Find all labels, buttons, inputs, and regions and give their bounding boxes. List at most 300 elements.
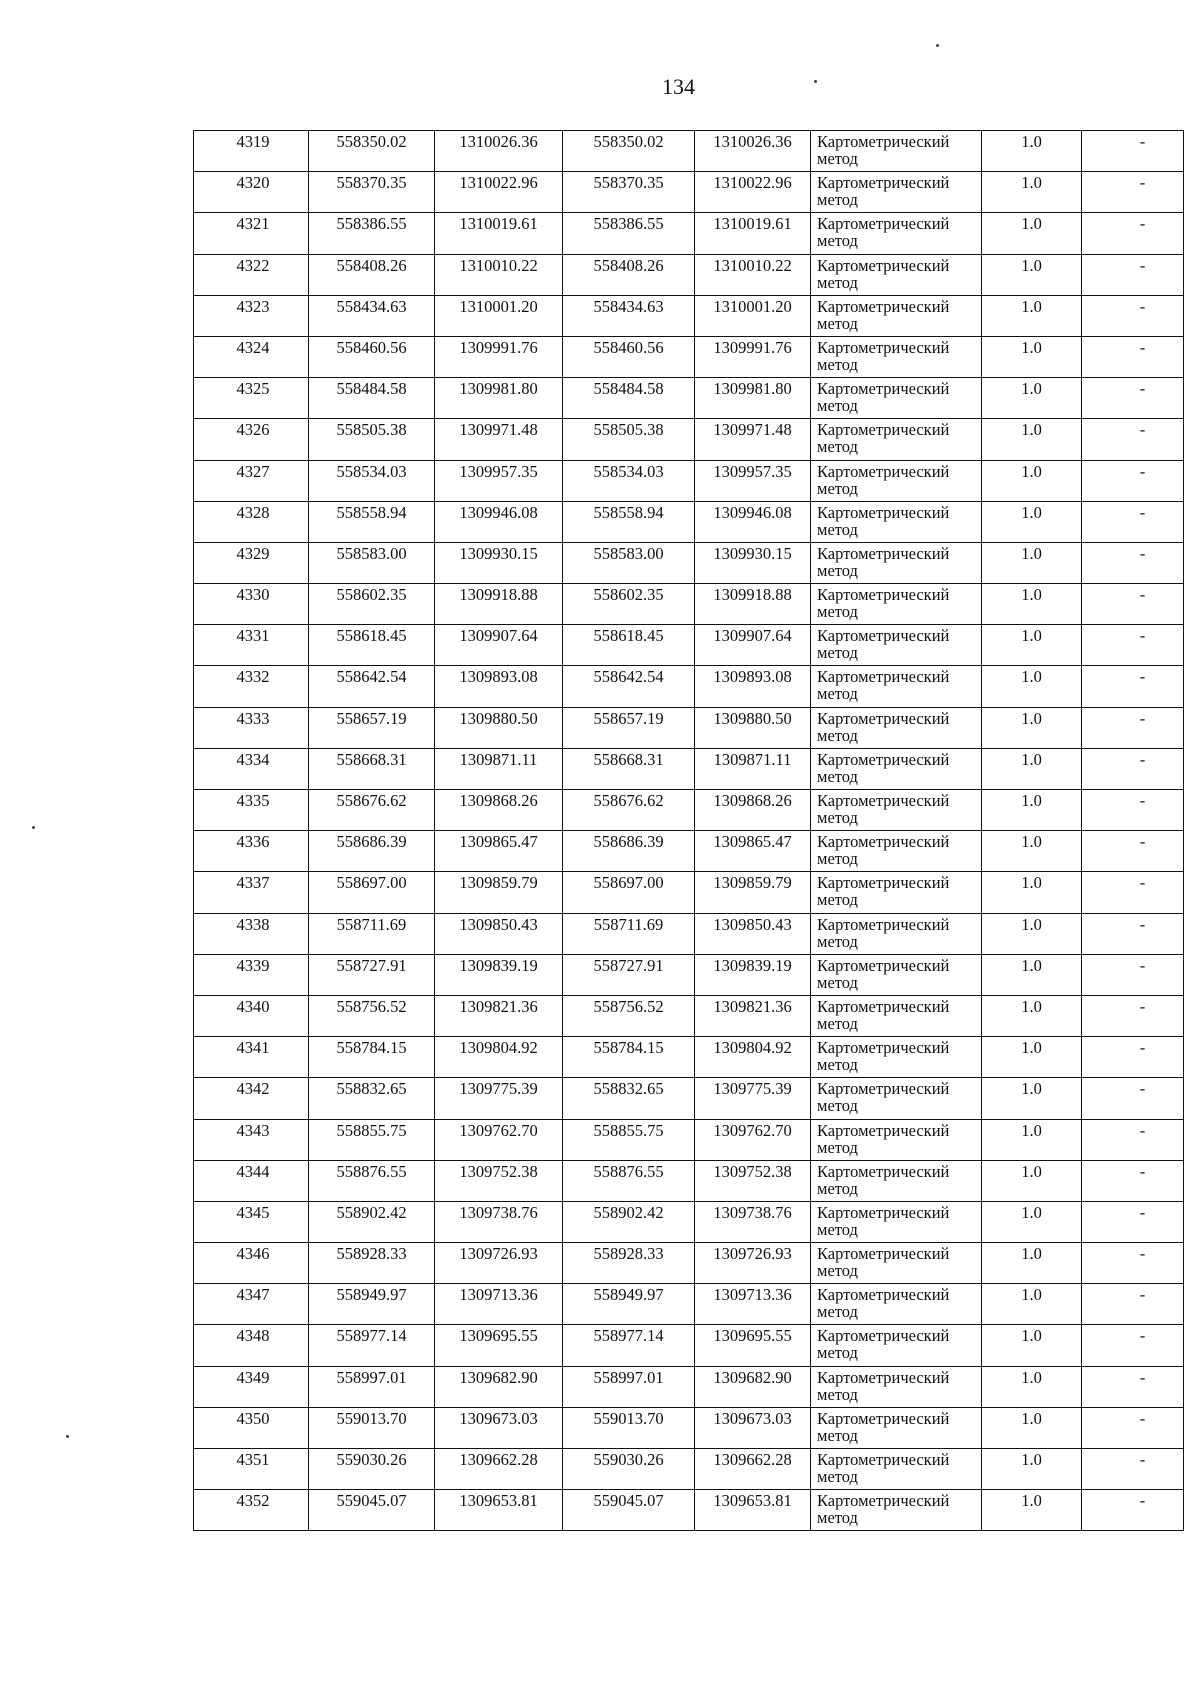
table-row [194,748,1184,789]
accuracy-text: 1.0 [1021,1285,1042,1305]
x-coordinate-cell [563,831,695,872]
x-coordinate-cell [563,1201,695,1242]
method-cell [811,584,982,625]
note-cell [1082,542,1184,583]
point-number-cell [194,584,309,625]
note-cell [1082,254,1184,295]
y-coordinate-cell [435,1037,563,1078]
method-line-2: метод [817,1261,858,1281]
method-line-1: Картометрический [817,173,950,193]
x-coordinate-cell [309,995,435,1036]
method-line-2: метод [817,272,858,292]
y-coordinate-cell [695,254,811,295]
table-row [194,584,1184,625]
x-coordinate-text: 558928.33 [593,1244,664,1264]
y-coordinate-cell [435,172,563,213]
y-coordinate-text: 1309752.38 [713,1161,792,1181]
accuracy-cell [982,666,1082,707]
accuracy-cell [982,1037,1082,1078]
table-row [194,995,1184,1036]
note-text: - [1139,585,1146,605]
table-row [194,1284,1184,1325]
x-coordinate-text: 558460.56 [336,337,407,357]
accuracy-cell [982,1407,1082,1448]
x-coordinate-cell [563,501,695,542]
y-coordinate-text: 1309850.43 [713,914,792,934]
point-number-text: 4333 [236,708,270,728]
y-coordinate-text: 1309871.11 [713,749,792,769]
method-cell [811,1449,982,1490]
y-coordinate-cell [695,419,811,460]
y-coordinate-text: 1309762.70 [713,1120,792,1140]
x-coordinate-text: 558784.15 [336,1038,407,1058]
x-coordinate-text: 558434.63 [593,296,664,316]
x-coordinate-cell [309,295,435,336]
point-number-cell [194,1284,309,1325]
y-coordinate-text: 1309930.15 [459,543,538,563]
x-coordinate-text: 558534.03 [336,461,407,481]
accuracy-text: 1.0 [1021,255,1042,275]
method-line-2: метод [817,766,858,786]
x-coordinate-cell [309,1284,435,1325]
x-coordinate-text: 558876.55 [336,1161,407,1181]
y-coordinate-cell [695,336,811,377]
method-line-1: Картометрический [817,1202,950,1222]
accuracy-text: 1.0 [1021,1450,1042,1469]
method-line-2: метод [817,849,858,869]
method-cell [811,1366,982,1407]
point-number-cell [194,1449,309,1490]
note-text: - [1139,132,1146,151]
x-coordinate-text: 558668.31 [593,749,664,769]
y-coordinate-text: 1309673.03 [459,1408,538,1428]
x-coordinate-cell [563,1366,695,1407]
x-coordinate-text: 558534.03 [593,461,664,481]
point-number-text: 4335 [236,791,270,810]
y-coordinate-text: 1309752.38 [459,1161,538,1181]
y-coordinate-cell [695,1449,811,1490]
x-coordinate-text: 558657.19 [336,708,407,728]
method-line-2: метод [817,1055,858,1075]
y-coordinate-cell [695,1078,811,1119]
y-coordinate-cell [435,419,563,460]
table-row [194,1407,1184,1448]
y-coordinate-cell [435,1201,563,1242]
note-text: - [1139,173,1146,193]
y-coordinate-cell [435,295,563,336]
method-line-2: метод [817,1343,858,1363]
accuracy-text: 1.0 [1021,1161,1042,1181]
accuracy-cell [982,336,1082,377]
accuracy-cell [982,1119,1082,1160]
note-cell [1082,1078,1184,1119]
y-coordinate-text: 1309991.76 [713,337,792,357]
y-coordinate-text: 1309662.28 [459,1450,538,1469]
x-coordinate-text: 558855.75 [593,1120,664,1140]
y-coordinate-text: 1309713.36 [713,1285,792,1305]
note-text: - [1139,1450,1146,1469]
x-coordinate-cell [563,707,695,748]
point-number-cell [194,1366,309,1407]
accuracy-text: 1.0 [1021,996,1042,1016]
accuracy-text: 1.0 [1021,1079,1042,1099]
point-number-cell [194,336,309,377]
table-row [194,336,1184,377]
point-number-cell [194,1490,309,1531]
x-coordinate-cell [309,666,435,707]
x-coordinate-cell [563,336,695,377]
note-text: - [1139,1367,1146,1387]
method-cell [811,501,982,542]
accuracy-cell [982,378,1082,419]
table-row [194,1243,1184,1284]
point-number-cell [194,666,309,707]
accuracy-cell [982,1366,1082,1407]
x-coordinate-text: 558642.54 [336,667,407,687]
point-number-text: 4324 [236,337,270,357]
table-row [194,501,1184,542]
method-line-2: метод [817,190,858,210]
y-coordinate-text: 1309653.81 [713,1491,792,1511]
accuracy-text: 1.0 [1021,173,1042,193]
note-text: - [1139,214,1146,234]
method-cell [811,748,982,789]
y-coordinate-text: 1309907.64 [459,626,538,646]
y-coordinate-text: 1309865.47 [713,832,792,852]
table-row [194,790,1184,831]
method-line-1: Картометрический [817,873,950,893]
point-number-text: 4331 [236,626,270,646]
table-row [194,1201,1184,1242]
y-coordinate-cell [435,625,563,666]
note-cell [1082,460,1184,501]
point-number-text: 4350 [236,1408,270,1428]
x-coordinate-text: 558408.26 [336,255,407,275]
y-coordinate-text: 1309804.92 [459,1038,538,1058]
accuracy-cell [982,501,1082,542]
x-coordinate-cell [309,213,435,254]
y-coordinate-cell [695,584,811,625]
accuracy-text: 1.0 [1021,1408,1042,1428]
x-coordinate-text: 558997.01 [336,1367,407,1387]
point-number-text: 4348 [236,1326,270,1346]
method-cell [811,625,982,666]
note-text: - [1139,832,1146,852]
y-coordinate-cell [435,748,563,789]
table-row [194,1160,1184,1201]
note-cell [1082,1201,1184,1242]
y-coordinate-cell [695,501,811,542]
y-coordinate-text: 1309695.55 [713,1326,792,1346]
point-number-cell [194,1037,309,1078]
x-coordinate-cell [309,625,435,666]
note-cell [1082,1119,1184,1160]
method-cell [811,419,982,460]
y-coordinate-cell [435,913,563,954]
accuracy-cell [982,254,1082,295]
y-coordinate-cell [695,707,811,748]
accuracy-text: 1.0 [1021,749,1042,769]
x-coordinate-cell [563,1243,695,1284]
x-coordinate-text: 559030.26 [593,1450,664,1469]
accuracy-cell [982,1243,1082,1284]
note-text: - [1139,1079,1146,1099]
accuracy-cell [982,831,1082,872]
x-coordinate-cell [563,419,695,460]
coordinates-table [193,130,1184,1531]
x-coordinate-text: 558902.42 [336,1202,407,1222]
x-coordinate-text: 558784.15 [593,1038,664,1058]
y-coordinate-cell [435,542,563,583]
point-number-text: 4349 [236,1367,270,1387]
y-coordinate-cell [435,666,563,707]
point-number-text: 4328 [236,502,270,522]
note-cell [1082,666,1184,707]
x-coordinate-text: 558350.02 [336,132,407,151]
x-coordinate-cell [309,748,435,789]
method-line-1: Картометрический [817,420,950,440]
method-line-2: метод [817,643,858,663]
point-number-cell [194,1243,309,1284]
accuracy-cell [982,954,1082,995]
accuracy-cell [982,1078,1082,1119]
note-cell [1082,378,1184,419]
y-coordinate-text: 1309946.08 [713,502,792,522]
y-coordinate-text: 1309695.55 [459,1326,538,1346]
x-coordinate-cell [309,831,435,872]
method-line-1: Картометрический [817,1161,950,1181]
note-text: - [1139,1326,1146,1346]
y-coordinate-cell [695,1366,811,1407]
note-cell [1082,790,1184,831]
x-coordinate-cell [309,1325,435,1366]
y-coordinate-cell [435,707,563,748]
method-cell [811,131,982,172]
page-number: 134 [662,74,695,99]
note-cell [1082,1037,1184,1078]
x-coordinate-cell [309,1449,435,1490]
point-number-text: 4339 [236,955,270,975]
x-coordinate-cell [563,748,695,789]
y-coordinate-text: 1309738.76 [459,1202,538,1222]
point-number-cell [194,1201,309,1242]
accuracy-text: 1.0 [1021,461,1042,481]
method-cell [811,542,982,583]
y-coordinate-cell [435,460,563,501]
x-coordinate-cell [309,172,435,213]
method-line-2: метод [817,972,858,992]
x-coordinate-cell [309,378,435,419]
y-coordinate-cell [435,1325,563,1366]
note-cell [1082,625,1184,666]
note-text: - [1139,337,1146,357]
y-coordinate-text: 1309971.48 [459,420,538,440]
x-coordinate-text: 558686.39 [336,832,407,852]
x-coordinate-text: 558668.31 [336,749,407,769]
x-coordinate-cell [309,460,435,501]
y-coordinate-cell [435,584,563,625]
note-cell [1082,172,1184,213]
x-coordinate-cell [563,625,695,666]
note-text: - [1139,914,1146,934]
note-text: - [1139,749,1146,769]
note-cell [1082,1490,1184,1531]
method-line-2: метод [817,1384,858,1404]
x-coordinate-text: 559030.26 [336,1450,407,1469]
note-cell [1082,336,1184,377]
point-number-cell [194,1407,309,1448]
point-number-text: 4334 [236,749,270,769]
note-text: - [1139,1120,1146,1140]
note-text: - [1139,1244,1146,1264]
table-row [194,625,1184,666]
method-line-1: Картометрический [817,1079,950,1099]
accuracy-cell [982,419,1082,460]
accuracy-cell [982,1284,1082,1325]
method-cell [811,831,982,872]
method-cell [811,1490,982,1531]
y-coordinate-cell [435,1449,563,1490]
point-number-cell [194,172,309,213]
y-coordinate-text: 1309821.36 [459,996,538,1016]
method-line-1: Картометрический [817,502,950,522]
scan-speck [32,826,35,829]
table-row [194,1325,1184,1366]
y-coordinate-cell [695,1407,811,1448]
y-coordinate-text: 1309918.88 [713,585,792,605]
method-line-1: Картометрический [817,749,950,769]
x-coordinate-cell [563,1037,695,1078]
y-coordinate-text: 1309971.48 [713,420,792,440]
point-number-cell [194,131,309,172]
x-coordinate-text: 558484.58 [336,379,407,399]
note-text: - [1139,461,1146,481]
y-coordinate-text: 1309893.08 [713,667,792,687]
accuracy-text: 1.0 [1021,955,1042,975]
accuracy-cell [982,995,1082,1036]
point-number-cell [194,254,309,295]
accuracy-text: 1.0 [1021,626,1042,646]
point-number-cell [194,790,309,831]
y-coordinate-cell [435,213,563,254]
point-number-text: 4338 [236,914,270,934]
point-number-text: 4326 [236,420,270,440]
method-line-2: метод [817,684,858,704]
note-text: - [1139,255,1146,275]
y-coordinate-cell [695,1160,811,1201]
x-coordinate-cell [563,666,695,707]
x-coordinate-text: 558977.14 [336,1326,407,1346]
x-coordinate-text: 558676.62 [336,791,407,810]
table-row [194,1037,1184,1078]
method-line-2: метод [817,890,858,910]
y-coordinate-text: 1309981.80 [459,379,538,399]
note-cell [1082,1243,1184,1284]
method-line-1: Картометрический [817,214,950,234]
method-line-1: Картометрический [817,296,950,316]
x-coordinate-cell [563,1284,695,1325]
y-coordinate-cell [695,172,811,213]
table-row [194,913,1184,954]
accuracy-text: 1.0 [1021,667,1042,687]
note-cell [1082,213,1184,254]
y-coordinate-text: 1310026.36 [459,132,538,151]
accuracy-cell [982,172,1082,213]
method-line-2: метод [817,396,858,416]
y-coordinate-text: 1309868.26 [713,791,792,810]
note-text: - [1139,996,1146,1016]
y-coordinate-cell [695,625,811,666]
point-number-text: 4341 [236,1038,270,1058]
table-row [194,542,1184,583]
x-coordinate-cell [563,460,695,501]
method-line-2: метод [817,1219,858,1239]
note-text: - [1139,708,1146,728]
x-coordinate-cell [309,419,435,460]
method-line-2: метод [817,1467,858,1486]
method-cell [811,1325,982,1366]
y-coordinate-cell [435,1407,563,1448]
table-row [194,1078,1184,1119]
point-number-text: 4346 [236,1244,270,1264]
y-coordinate-cell [695,213,811,254]
accuracy-text: 1.0 [1021,708,1042,728]
y-coordinate-text: 1310022.96 [713,173,792,193]
accuracy-text: 1.0 [1021,543,1042,563]
accuracy-text: 1.0 [1021,337,1042,357]
method-line-2: метод [817,931,858,951]
y-coordinate-cell [435,1243,563,1284]
point-number-cell [194,542,309,583]
point-number-text: 4345 [236,1202,270,1222]
method-cell [811,378,982,419]
method-line-2: метод [817,1013,858,1033]
method-cell [811,172,982,213]
y-coordinate-cell [435,501,563,542]
table-row [194,378,1184,419]
accuracy-cell [982,542,1082,583]
y-coordinate-cell [695,1201,811,1242]
y-coordinate-text: 1309868.26 [459,791,538,810]
method-line-2: метод [817,1302,858,1322]
x-coordinate-cell [563,954,695,995]
y-coordinate-cell [435,1366,563,1407]
accuracy-text: 1.0 [1021,1120,1042,1140]
y-coordinate-text: 1309738.76 [713,1202,792,1222]
x-coordinate-cell [309,790,435,831]
accuracy-text: 1.0 [1021,914,1042,934]
y-coordinate-cell [695,378,811,419]
note-cell [1082,954,1184,995]
x-coordinate-cell [563,542,695,583]
method-cell [811,1201,982,1242]
y-coordinate-text: 1310010.22 [459,255,538,275]
accuracy-text: 1.0 [1021,585,1042,605]
accuracy-cell [982,625,1082,666]
x-coordinate-cell [563,790,695,831]
y-coordinate-cell [435,1078,563,1119]
table-row [194,172,1184,213]
x-coordinate-cell [309,1201,435,1242]
accuracy-cell [982,1449,1082,1490]
x-coordinate-text: 558832.65 [336,1079,407,1099]
x-coordinate-cell [563,1325,695,1366]
table-row [194,1119,1184,1160]
method-cell [811,254,982,295]
y-coordinate-text: 1309907.64 [713,626,792,646]
y-coordinate-cell [435,378,563,419]
y-coordinate-cell [695,790,811,831]
